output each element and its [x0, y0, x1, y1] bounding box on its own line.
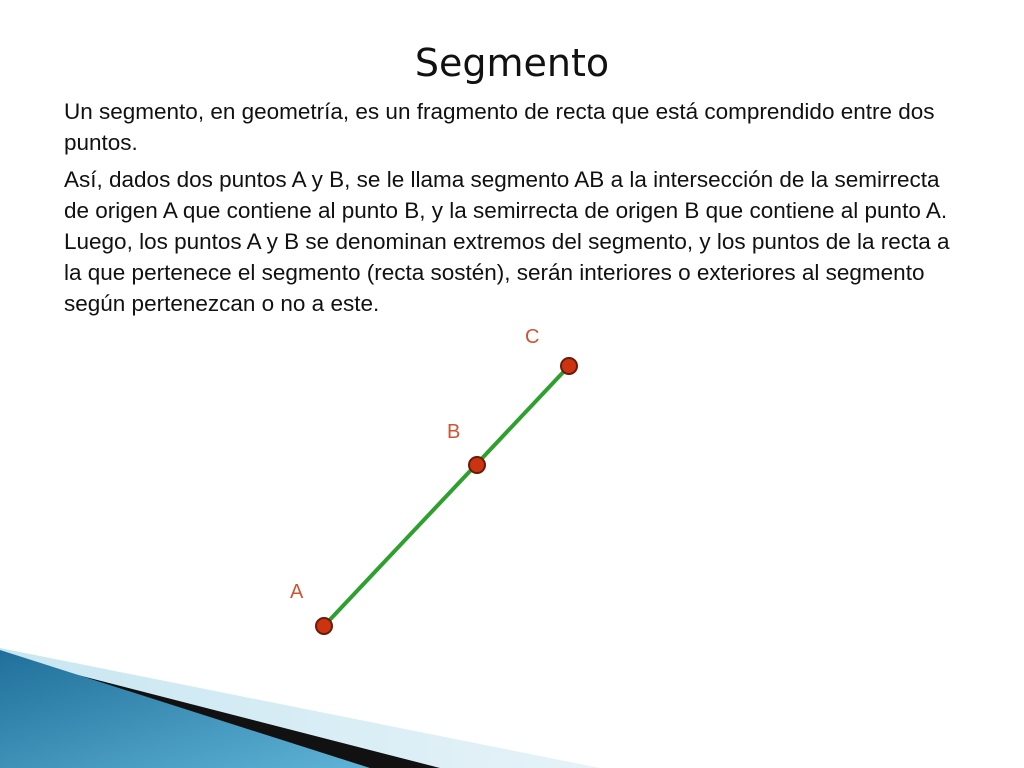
label-a: A	[290, 581, 304, 603]
slide-title: Segmento	[414, 41, 610, 85]
segment-line	[324, 366, 569, 626]
point-c	[561, 358, 577, 374]
label-b: B	[447, 421, 461, 443]
definition-paragraph: Un segmento, en geometría, es un fragmento de recta que está comprendido entre dos puntos.	[64, 99, 935, 155]
label-c: C	[525, 326, 540, 348]
point-b	[469, 457, 485, 473]
point-a	[316, 618, 332, 634]
explanation-paragraph: Así, dados dos puntos A y B, se le llama segmento AB a la intersección de la semirrecta de origen A que contiene al punto B, y la semirrecta de origen B que contiene al punto A. Luego, los puntos A y B se denominan extremos del segmento, y los puntos de la recta a la que pertenece el segmento (recta sostén), serán interiores o exteriores al segmento según pertenezcan o no a este.	[64, 167, 950, 316]
